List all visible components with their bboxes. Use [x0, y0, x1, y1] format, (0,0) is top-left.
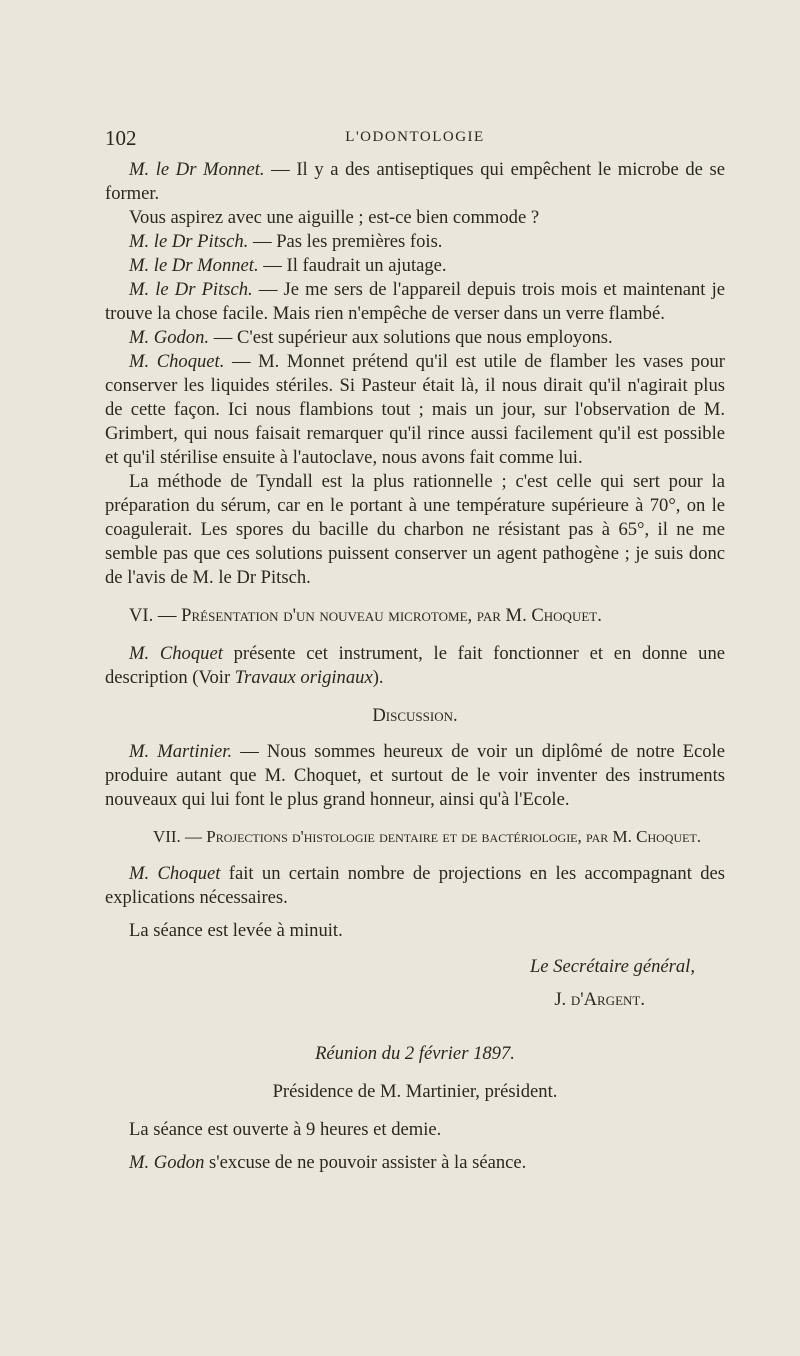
speech: s'excuse de ne pouvoir assister à la séance.: [204, 1152, 527, 1173]
speaker: M. le Dr Monnet.: [129, 255, 259, 276]
paragraph: [105, 230, 725, 254]
speech: — Il faudrait un ajutage.: [258, 255, 447, 276]
speech: — Je me sers de l'appareil depuis trois mois et maintenant je trouve la chose facile. Mais rien n'empêche de verser dans un verre flambé.: [105, 279, 725, 324]
paragraph: [105, 1151, 725, 1175]
speech: — Pas les premières fois.: [248, 231, 443, 252]
paragraph: La méthode de Tyndall est la plus rationnelle ; c'est celle qui sert pour la préparation du sérum, car en le portant à une température supérieure à 70°, on le coagulerait. Les spores du bacille du charbon ne résistant pas à 65°, il ne me semble pas que ces solutions puissent conserver un agent pathogène ; je suis donc de l'avis de M. le Dr Pitsch.: [105, 471, 725, 588]
section-heading: VI. — Présentation d'un nouveau microtome, par M. Choquet.: [129, 605, 602, 626]
running-title: L'ODONTOLOGIE: [345, 129, 485, 145]
paragraph: [105, 158, 725, 206]
paragraph: [105, 326, 725, 350]
speech: présente cet instrument, le fait fonctionner et en donne une description (Voir: [105, 643, 725, 688]
meeting-heading: Réunion du 2 février 1897.: [315, 1043, 515, 1064]
paragraph: La séance est levée à minuit.: [129, 920, 343, 941]
paragraph: Vous aspirez avec une aiguille ; est-ce bien commode ?: [129, 207, 540, 228]
paragraph: [105, 740, 725, 812]
section-heading: VII. — Projections d'histologie dentaire et de bactériologie, par M. Choquet.: [152, 827, 702, 846]
speech: — C'est supérieur aux solutions que nous employons.: [209, 327, 613, 348]
page-header: [105, 126, 725, 150]
page-body: [105, 158, 725, 1175]
speech-end: ).: [372, 667, 384, 688]
presidency-line: Présidence de M. Martinier, président.: [272, 1081, 558, 1102]
paragraph: [105, 254, 725, 278]
speaker: M. le Dr Monnet.: [129, 159, 265, 180]
reference: Travaux originaux: [234, 667, 373, 688]
speaker: M. le Dr Pitsch.: [129, 279, 253, 300]
speech: — Il y a des antiseptiques qui empêchent le microbe de se former.: [105, 159, 725, 204]
paragraph: La séance est ouverte à 9 heures et demie.: [129, 1119, 442, 1140]
speaker: M. Martinier.: [129, 741, 233, 762]
paragraph: [105, 350, 725, 470]
speaker: M. Choquet: [129, 863, 221, 884]
speaker: M. le Dr Pitsch.: [129, 231, 249, 252]
speaker: M. Choquet.: [129, 351, 225, 372]
paragraph: [105, 278, 725, 326]
section-heading: Discussion.: [372, 705, 458, 726]
paragraph: [105, 642, 725, 690]
speech: fait un certain nombre de projections en les accompagnant des explications nécessaires.: [105, 863, 725, 908]
signature-title: Le Secrétaire général,: [529, 956, 695, 977]
paragraph: [105, 862, 725, 910]
speech: — Nous sommes heureux de voir un diplômé de notre Ecole produire autant que M. Choquet, et surtout de le voir inventer des instruments nouveaux qui lui font le plus grand honneur, ainsi qu'à l'Ecole.: [105, 741, 725, 810]
signature-name: J. d'Argent.: [554, 989, 645, 1010]
page-number: 102: [105, 126, 137, 150]
speech: — M. Monnet prétend qu'il est utile de flamber les vases pour conserver les liquides stériles. Si Pasteur était là, il nous dirait qu'il n'agirait plus de cette façon. Ici nous flambions tout ; mais un jour, sur l'observation de M. Grimbert, qui nous faisait remarquer qu'il rince aussi facilement qu'il est possible et qu'il stérilise ensuite à l'autoclave, nous avons fait comme lui.: [105, 351, 725, 468]
speaker: M. Choquet: [129, 643, 223, 664]
speaker: M. Godon: [129, 1152, 205, 1173]
speaker: M. Godon.: [129, 327, 210, 348]
